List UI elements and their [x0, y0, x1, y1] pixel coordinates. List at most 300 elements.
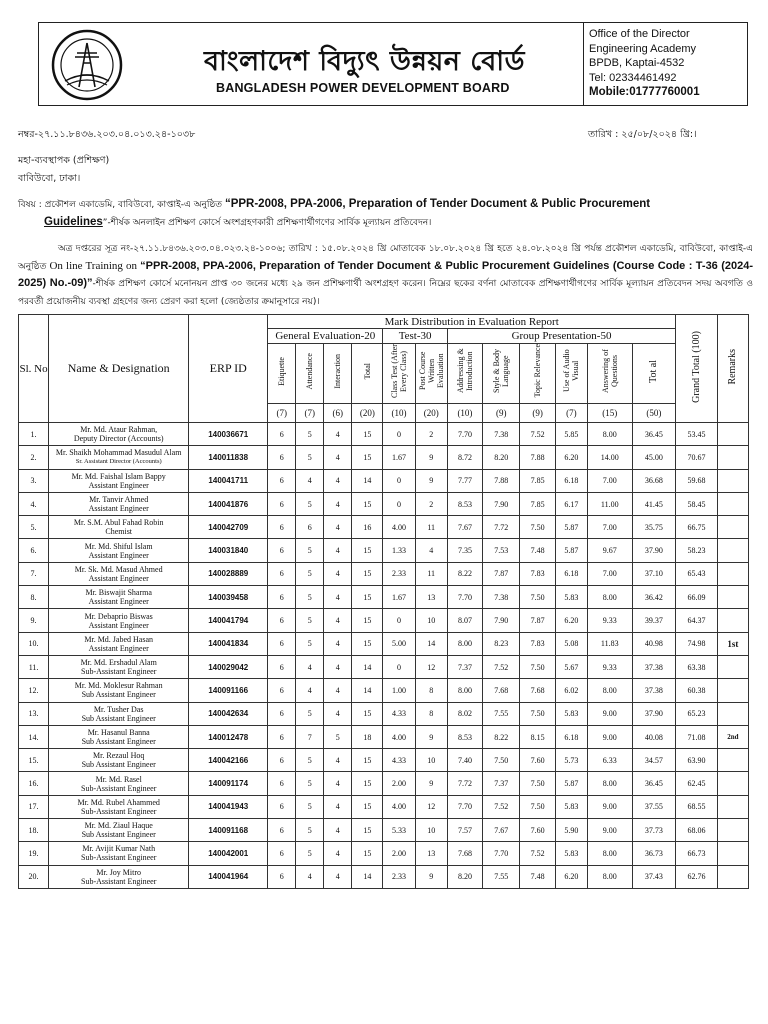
person-designation: Assistant Engineer — [88, 480, 149, 490]
erp-id-cell: 140012478 — [189, 725, 268, 748]
mark-cell: 9.33 — [587, 609, 632, 632]
max-mark-cell: (9) — [483, 404, 520, 423]
serial-cell: 15. — [19, 749, 49, 772]
mark-cell: 7.70 — [483, 842, 520, 865]
name-designation-cell — [49, 772, 189, 795]
mark-cell: 5 — [296, 562, 324, 585]
mark-cell: 5.87 — [555, 772, 587, 795]
body-part4: -শীর্ষক প্রশিক্ষণ কোর্সে মনোনয়ন প্রাপ্ত ৩০ জনের মধ্যে ২৯ জন প্রশিক্ষণার্থী অংশগ্রহণ করেন। নিম্নের ছকের বর্ণনা মোতাবেক প্রশিক্ষণার্থীগণের সার্বিক মূল্যায়ন প্রতিবেদন সদয় অবগতি ও পরবর্তী প্রয়োজনীয় ব্যবস্থা গ্রহণের জন্য প্রেরণ করা হলো (জ্যেষ্ঠতার ক্রমানুসারে নয়)। — [18, 279, 753, 307]
mark-cell: 5 — [296, 795, 324, 818]
table-row — [19, 492, 749, 515]
mark-cell: 2.33 — [383, 865, 415, 888]
person-name: Mr. Hasanul Banna — [87, 728, 150, 737]
mark-cell: 6.20 — [555, 609, 587, 632]
mark-cell: 16 — [352, 516, 383, 539]
column-header-label: Total — [362, 362, 372, 380]
mark-cell: 37.43 — [632, 865, 676, 888]
mark-cell: 7.70 — [447, 795, 482, 818]
remarks-cell — [717, 795, 748, 818]
bpdb-logo-icon — [51, 29, 123, 101]
mark-cell: 6 — [296, 516, 324, 539]
mark-cell: 8 — [415, 702, 447, 725]
mark-cell: 15 — [352, 609, 383, 632]
person-name: Mr. Joy Mitro — [96, 867, 142, 877]
mark-cell: 15 — [352, 632, 383, 655]
table-row — [19, 539, 749, 562]
mark-cell: 36.45 — [632, 772, 676, 795]
mark-cell: 7.55 — [483, 702, 520, 725]
grand-total-cell: 58.45 — [676, 492, 718, 515]
mark-cell: 7.52 — [483, 655, 520, 678]
person-designation: Assistant Engineer — [88, 504, 149, 514]
mark-cell: 18 — [352, 725, 383, 748]
mark-cell: 5.87 — [555, 516, 587, 539]
subject-prefix: বিষয় : প্রকৌশল একাডেমি, বাবিউবো, কাপ্তাই-এ অনুষ্ঠিত — [18, 200, 223, 210]
erp-id-cell: 140029042 — [189, 655, 268, 678]
mark-cell: 0 — [383, 423, 415, 446]
max-mark-cell: (20) — [352, 404, 383, 423]
column-header-label: Style & Body Language — [492, 349, 511, 394]
mark-cell: 36.45 — [632, 423, 676, 446]
mark-cell: 7.53 — [483, 539, 520, 562]
org-name-bangla: বাংলাদেশ বিদ্যুৎ উন্নয়ন বোর্ড — [204, 46, 525, 77]
mark-cell: 6 — [268, 725, 296, 748]
remarks-cell — [717, 469, 748, 492]
mark-cell: 6 — [268, 655, 296, 678]
mark-cell: 7.55 — [483, 865, 520, 888]
serial-cell: 17. — [19, 795, 49, 818]
person-name: Mr. Shaikh Mohammad Masudul Alam — [55, 448, 182, 458]
mark-cell: 37.73 — [632, 819, 676, 842]
mark-cell: 7.67 — [483, 819, 520, 842]
mark-cell: 5 — [324, 725, 352, 748]
mark-cell: 5.87 — [555, 539, 587, 562]
mark-cell: 15 — [352, 539, 383, 562]
table-row — [19, 679, 749, 702]
person-designation: Sub Assistant Engineer — [81, 830, 156, 840]
table-body — [19, 423, 749, 889]
office-line: Engineering Academy — [589, 42, 697, 55]
mark-cell: 6 — [268, 446, 296, 469]
person-designation: Sub-Assistant Engineer — [81, 853, 157, 863]
person-name: Mr. Md. Moklesur Rahman — [74, 681, 163, 691]
mark-cell: 7.38 — [483, 423, 520, 446]
person-name: Mr. Md. Rubel Ahammed — [77, 797, 160, 807]
serial-cell: 10. — [19, 632, 49, 655]
mark-cell: 37.90 — [632, 702, 676, 725]
letterhead — [38, 22, 748, 106]
table-row — [19, 632, 749, 655]
table-row — [19, 609, 749, 632]
remarks-cell — [717, 492, 748, 515]
mark-cell: 7.52 — [520, 423, 555, 446]
person-designation: Assistant Engineer — [88, 573, 149, 583]
serial-cell: 16. — [19, 772, 49, 795]
mark-cell: 9 — [415, 772, 447, 795]
person-name: Mr. Sk. Md. Masud Ahmed — [74, 564, 163, 574]
mark-cell: 4 — [324, 842, 352, 865]
erp-id-cell: 140036671 — [189, 423, 268, 446]
subject-title: “PPR-2008, PPA-2006, Preparation of Tender Document & Public Procurement — [224, 198, 651, 210]
remarks-cell — [717, 609, 748, 632]
person-designation: Sub Assistant Engineer — [81, 737, 156, 746]
mark-cell: 11 — [415, 516, 447, 539]
table-row — [19, 772, 749, 795]
table-row — [19, 865, 749, 888]
max-mark-cell: (15) — [587, 404, 632, 423]
mark-cell: 10 — [415, 609, 447, 632]
header-remarks — [717, 315, 748, 423]
mark-cell: 8.23 — [483, 632, 520, 655]
mark-cell: 4 — [296, 655, 324, 678]
mark-cell: 9.67 — [587, 539, 632, 562]
mark-cell: 7.60 — [520, 819, 555, 842]
mark-cell: 4 — [324, 539, 352, 562]
mark-cell: 8.07 — [447, 609, 482, 632]
erp-id-cell: 140041943 — [189, 795, 268, 818]
mark-cell: 7.70 — [447, 586, 482, 609]
erp-id-cell: 140091166 — [189, 679, 268, 702]
mark-cell: 1.00 — [383, 679, 415, 702]
column-header-label: Etiquette — [277, 356, 287, 386]
column-header — [352, 344, 383, 404]
person-name: Mr. Rezaul Hoq — [93, 751, 145, 761]
mark-cell: 14 — [352, 655, 383, 678]
erp-id-cell: 140028889 — [189, 562, 268, 585]
column-header-label: Addressing & Introduction — [455, 348, 474, 394]
mark-cell: 8.00 — [587, 772, 632, 795]
person-designation: Sr. Assistant Director (Accounts) — [75, 458, 162, 466]
mark-cell: 7.00 — [587, 516, 632, 539]
max-mark-cell: (7) — [296, 404, 324, 423]
mark-cell: 12 — [415, 795, 447, 818]
mark-cell: 4 — [324, 446, 352, 469]
erp-id-cell: 140041834 — [189, 632, 268, 655]
mark-cell: 5.83 — [555, 586, 587, 609]
mark-cell: 15 — [352, 842, 383, 865]
mark-cell: 8.00 — [587, 842, 632, 865]
remarks-cell — [717, 423, 748, 446]
serial-cell: 20. — [19, 865, 49, 888]
mark-cell: 4 — [296, 865, 324, 888]
mark-cell: 10 — [415, 819, 447, 842]
mark-cell: 7.52 — [483, 795, 520, 818]
column-header — [483, 344, 520, 404]
mark-cell: 1.67 — [383, 446, 415, 469]
mark-cell: 5.83 — [555, 842, 587, 865]
mark-cell: 7.50 — [520, 795, 555, 818]
name-designation-cell — [49, 725, 189, 748]
name-designation-cell — [49, 609, 189, 632]
column-header — [324, 344, 352, 404]
person-designation: Sub-Assistant Engineer — [81, 876, 157, 886]
max-mark-cell: (10) — [447, 404, 482, 423]
serial-cell: 7. — [19, 562, 49, 585]
column-header-label: Answering of Questions — [600, 349, 619, 393]
mark-cell: 6.18 — [555, 725, 587, 748]
mark-cell: 36.68 — [632, 469, 676, 492]
mark-cell: 4.00 — [383, 725, 415, 748]
erp-id-cell: 140031840 — [189, 539, 268, 562]
grand-total-cell: 65.43 — [676, 562, 718, 585]
mark-cell: 15 — [352, 819, 383, 842]
remarks-cell: 1st — [717, 632, 748, 655]
office-line: Office of the Director — [589, 28, 690, 40]
mark-cell: 8.53 — [447, 725, 482, 748]
mark-cell: 8.00 — [587, 423, 632, 446]
mark-cell: 6 — [268, 702, 296, 725]
mark-cell: 5 — [296, 842, 324, 865]
column-header-label: Post Course Written Evaluation — [417, 351, 445, 391]
mark-cell: 5 — [296, 423, 324, 446]
mark-cell: 4 — [324, 469, 352, 492]
person-name: Mr. Tusher Das — [93, 704, 144, 714]
mark-cell: 7.72 — [483, 516, 520, 539]
header-grand-total — [676, 315, 718, 423]
erp-id-cell: 140042709 — [189, 516, 268, 539]
grand-total-cell: 53.45 — [676, 423, 718, 446]
remarks-cell — [717, 586, 748, 609]
mark-cell: 37.38 — [632, 679, 676, 702]
grand-total-cell: 66.09 — [676, 586, 718, 609]
mark-cell: 5.73 — [555, 749, 587, 772]
mark-cell: 2.00 — [383, 842, 415, 865]
mark-cell: 15 — [352, 586, 383, 609]
column-header-label: Use of Audio Visual — [562, 349, 581, 393]
serial-cell: 9. — [19, 609, 49, 632]
name-designation-cell — [49, 865, 189, 888]
mark-cell: 7.68 — [447, 842, 482, 865]
mark-cell: 7.77 — [447, 469, 482, 492]
remarks-cell — [717, 655, 748, 678]
mark-cell: 5.85 — [555, 423, 587, 446]
mark-cell: 5.08 — [555, 632, 587, 655]
mark-cell: 7.72 — [447, 772, 482, 795]
mark-cell: 0 — [383, 655, 415, 678]
serial-cell: 13. — [19, 702, 49, 725]
mark-cell: 37.55 — [632, 795, 676, 818]
mark-cell: 6 — [268, 632, 296, 655]
column-header — [447, 344, 482, 404]
mark-cell: 1.33 — [383, 539, 415, 562]
mark-cell: 7.37 — [447, 655, 482, 678]
mark-cell: 4 — [324, 679, 352, 702]
mark-cell: 6.02 — [555, 679, 587, 702]
remarks-cell — [717, 679, 748, 702]
erp-id-cell: 140041876 — [189, 492, 268, 515]
table-row — [19, 819, 749, 842]
mark-cell: 5.33 — [383, 819, 415, 842]
erp-id-cell: 140042166 — [189, 749, 268, 772]
remarks-cell — [717, 446, 748, 469]
erp-id-cell: 140091168 — [189, 819, 268, 842]
name-designation-cell — [49, 819, 189, 842]
mark-cell: 4 — [324, 562, 352, 585]
mark-cell: 6 — [268, 562, 296, 585]
mark-cell: 8.22 — [447, 562, 482, 585]
serial-cell: 1. — [19, 423, 49, 446]
grand-total-cell: 66.73 — [676, 842, 718, 865]
mark-cell: 7.60 — [520, 749, 555, 772]
memo-number: নম্বর-২৭.১১.৮৪৩৬.২০৩.০৪.০১৩.২৪-১০৩৮ — [18, 129, 196, 140]
mark-cell: 7.38 — [483, 586, 520, 609]
remarks-cell — [717, 749, 748, 772]
remarks-cell — [717, 516, 748, 539]
mark-cell: 6 — [268, 795, 296, 818]
mark-cell: 4 — [324, 516, 352, 539]
table-row — [19, 446, 749, 469]
serial-cell: 19. — [19, 842, 49, 865]
table-row — [19, 423, 749, 446]
erp-id-cell: 140041794 — [189, 609, 268, 632]
mark-cell: 5 — [296, 492, 324, 515]
grand-total-cell: 63.38 — [676, 655, 718, 678]
person-name: Mr. Md. Ziaul Haque — [84, 821, 153, 831]
mark-cell: 7.85 — [520, 469, 555, 492]
serial-cell: 8. — [19, 586, 49, 609]
person-designation: Sub Assistant Engineer — [81, 760, 156, 770]
name-designation-cell — [49, 795, 189, 818]
grand-total-cell: 70.67 — [676, 446, 718, 469]
mark-cell: 36.42 — [632, 586, 676, 609]
remarks-cell — [717, 842, 748, 865]
mark-cell: 4.33 — [383, 702, 415, 725]
mark-cell: 7.37 — [483, 772, 520, 795]
mark-cell: 7.00 — [587, 469, 632, 492]
mark-cell: 8.00 — [587, 865, 632, 888]
max-mark-cell: (9) — [520, 404, 555, 423]
mark-cell: 5 — [296, 632, 324, 655]
office-line: Tel: 02334461492 — [589, 71, 677, 84]
mark-cell: 4 — [324, 423, 352, 446]
mark-cell: 8.02 — [447, 702, 482, 725]
subject-line — [18, 196, 738, 232]
person-name: Mr. Debaprio Biswas — [84, 611, 153, 621]
grand-total-cell: 68.55 — [676, 795, 718, 818]
mark-cell: 8.15 — [520, 725, 555, 748]
header-group: Group Presentation-50 — [447, 329, 675, 344]
mark-cell: 34.57 — [632, 749, 676, 772]
mark-cell: 4 — [324, 795, 352, 818]
grand-total-cell: 68.06 — [676, 819, 718, 842]
column-header — [296, 344, 324, 404]
name-designation-cell — [49, 702, 189, 725]
erp-id-cell: 140091174 — [189, 772, 268, 795]
mark-cell: 15 — [352, 702, 383, 725]
serial-cell: 5. — [19, 516, 49, 539]
grand-total-cell: 59.68 — [676, 469, 718, 492]
mark-cell: 6 — [268, 819, 296, 842]
person-designation: Sub-Assistant Engineer — [81, 806, 157, 816]
mark-cell: 5 — [296, 819, 324, 842]
name-designation-cell — [49, 446, 189, 469]
name-designation-cell — [49, 632, 189, 655]
person-name: Mr. Tanvir Ahmed — [89, 495, 149, 505]
name-designation-cell — [49, 679, 189, 702]
mark-cell: 6 — [268, 516, 296, 539]
person-designation: Sub Assistant Engineer — [81, 690, 156, 700]
header-sl: Sl. No — [19, 315, 49, 423]
column-header-label: Attendance — [305, 352, 315, 390]
header-general: General Evaluation-20 — [268, 329, 383, 344]
mark-cell: 15 — [352, 423, 383, 446]
memo-date: তারিখ : ২৫/০৮/২০২৪ খ্রি:। — [588, 129, 697, 140]
person-designation: Assistant Engineer — [88, 597, 149, 607]
mark-cell: 15 — [352, 562, 383, 585]
name-designation-cell — [49, 749, 189, 772]
name-designation-cell — [49, 842, 189, 865]
recipient-designation: মহা-ব্যবস্থাপক (প্রশিক্ষণ) — [18, 155, 110, 166]
person-designation: Sub Assistant Engineer — [81, 713, 156, 723]
mark-cell: 41.45 — [632, 492, 676, 515]
mark-cell: 8.00 — [447, 679, 482, 702]
mark-cell: 7.90 — [483, 492, 520, 515]
mark-cell: 36.73 — [632, 842, 676, 865]
table-row — [19, 586, 749, 609]
name-designation-cell — [49, 562, 189, 585]
person-name: Mr. Md. Jabed Hasan — [84, 634, 154, 644]
mark-cell: 7.57 — [447, 819, 482, 842]
mark-cell: 7.88 — [520, 446, 555, 469]
mark-cell: 12 — [415, 655, 447, 678]
mark-cell: 5 — [296, 539, 324, 562]
grand-total-cell: 58.23 — [676, 539, 718, 562]
mark-cell: 5.67 — [555, 655, 587, 678]
mark-cell: 8.53 — [447, 492, 482, 515]
mark-cell: 5.90 — [555, 819, 587, 842]
mark-cell: 9.00 — [587, 819, 632, 842]
serial-cell: 4. — [19, 492, 49, 515]
mark-cell: 9 — [415, 446, 447, 469]
mark-cell: 15 — [352, 446, 383, 469]
mark-cell: 9 — [415, 725, 447, 748]
mark-cell: 10 — [415, 749, 447, 772]
mark-cell: 6.20 — [555, 865, 587, 888]
mark-cell: 4 — [324, 772, 352, 795]
mark-cell: 4 — [324, 609, 352, 632]
header-name: Name & Designation — [49, 315, 189, 423]
person-designation: Assistant Engineer — [88, 620, 149, 630]
recipient-office: বাবিউবো, ঢাকা। — [18, 173, 81, 184]
column-header — [415, 344, 447, 404]
erp-id-cell: 140011838 — [189, 446, 268, 469]
grand-total-label: Grand Total (100) — [691, 331, 702, 403]
column-header-label: Topic Relevance — [533, 344, 543, 398]
mark-cell: 35.75 — [632, 516, 676, 539]
column-header — [383, 344, 415, 404]
erp-id-cell: 140042634 — [189, 702, 268, 725]
mark-cell: 11.83 — [587, 632, 632, 655]
column-header — [268, 344, 296, 404]
mark-cell: 8.20 — [483, 446, 520, 469]
mark-cell: 4.33 — [383, 749, 415, 772]
mark-cell: 9.33 — [587, 655, 632, 678]
mark-cell: 15 — [352, 492, 383, 515]
body-part2: On line Training on — [49, 259, 138, 272]
mark-cell: 7.90 — [483, 609, 520, 632]
mark-cell: 7.50 — [483, 749, 520, 772]
body-paragraph — [18, 240, 753, 310]
mark-cell: 4 — [324, 632, 352, 655]
mark-cell: 9.00 — [587, 702, 632, 725]
mark-cell: 6 — [268, 423, 296, 446]
mark-cell: 5 — [296, 446, 324, 469]
remarks-cell — [717, 562, 748, 585]
subject-title-cont: Guidelines — [44, 216, 103, 228]
mark-cell: 4 — [324, 586, 352, 609]
serial-cell: 12. — [19, 679, 49, 702]
erp-id-cell: 140041964 — [189, 865, 268, 888]
